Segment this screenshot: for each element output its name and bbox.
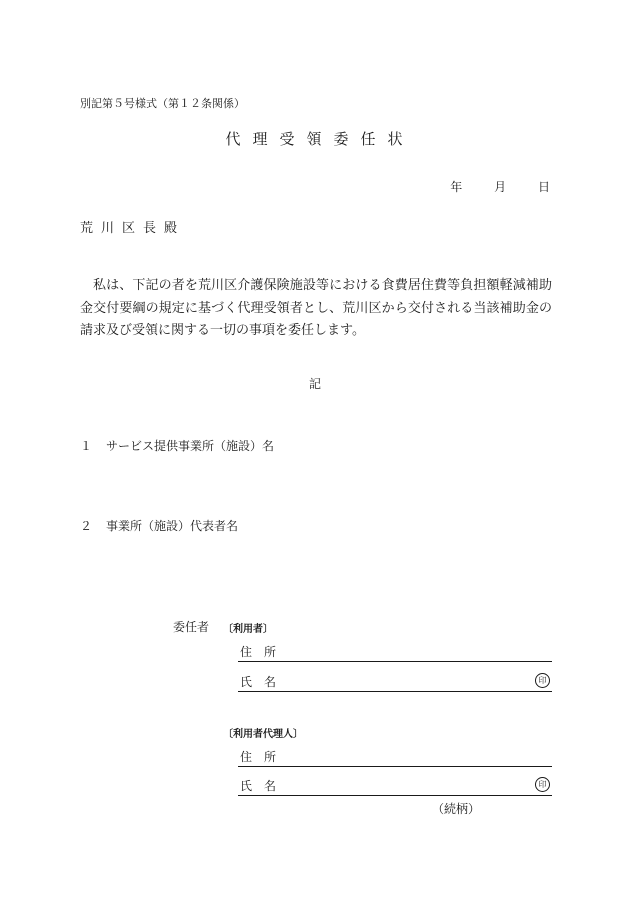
user-name-field[interactable] bbox=[238, 673, 552, 692]
item-representative bbox=[80, 517, 238, 534]
user-heading: 〔利用者〕 bbox=[223, 624, 273, 635]
date-line bbox=[422, 178, 550, 195]
relationship-label: （続柄） bbox=[432, 802, 481, 816]
item-label: 事業所（施設）代表者名 bbox=[106, 519, 239, 533]
address-label: 住所 bbox=[240, 645, 289, 659]
date-month-label: 月 bbox=[494, 180, 507, 194]
user-address-field[interactable] bbox=[238, 643, 552, 662]
date-day-label: 日 bbox=[537, 180, 550, 194]
agent-name-field[interactable] bbox=[238, 777, 552, 796]
name-label: 氏名 bbox=[240, 779, 289, 793]
seal-icon: 印 bbox=[535, 673, 550, 688]
item-label: サービス提供事業所（施設）名 bbox=[106, 439, 275, 453]
date-year-label: 年 bbox=[450, 180, 463, 194]
seal-icon: 印 bbox=[535, 777, 550, 792]
form-number: 別記第５号様式（第１２条関係） bbox=[80, 97, 245, 110]
delegator-label: 委任者 bbox=[173, 620, 210, 634]
agent-heading: 〔利用者代理人〕 bbox=[223, 729, 303, 740]
item-number: １ bbox=[80, 439, 93, 453]
name-label: 氏名 bbox=[240, 675, 289, 689]
addressee: 荒川区長殿 bbox=[80, 221, 186, 236]
item-service-provider bbox=[80, 437, 274, 454]
item-number: ２ bbox=[80, 519, 93, 533]
address-label: 住所 bbox=[240, 750, 289, 764]
ki-heading: 記 bbox=[308, 377, 321, 391]
body-paragraph: 私は、下記の者を荒川区介護保険施設等における食費居住費等負担額軽減補助金交付要綱の規定に基づく代理受領者とし、荒川区から交付される当該補助金の請求及び受領に関する一切の事項を委任します。 bbox=[80, 278, 552, 338]
document-title: 代理受領委任状 bbox=[225, 130, 415, 148]
agent-address-field[interactable] bbox=[238, 748, 552, 767]
